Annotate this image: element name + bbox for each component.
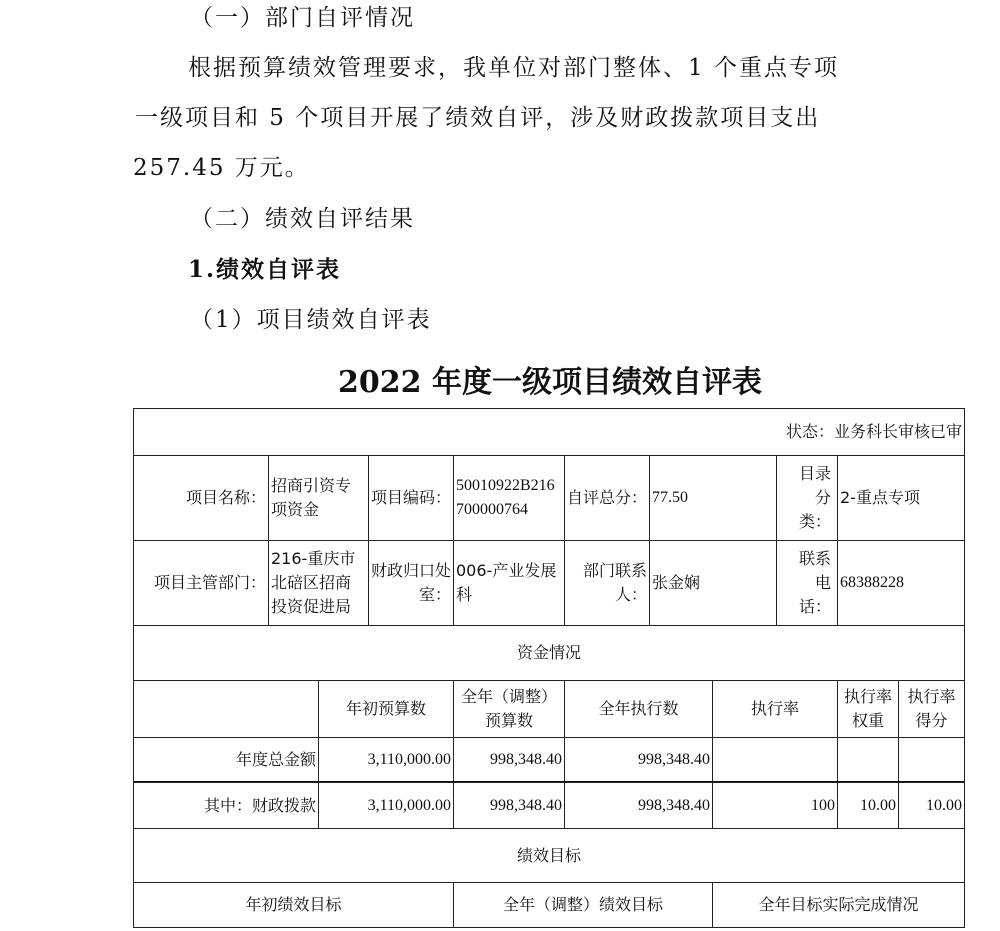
paragraph-line-1: 根据预算绩效管理要求，我单位对部门整体、1 个重点专项	[188, 55, 839, 81]
self-score-value: 77.50	[649, 455, 777, 541]
project-code-label: 项目编码：	[368, 455, 454, 541]
funds-header-score: 执行率得分	[898, 680, 965, 738]
table-row-total-executed: 998,348.40	[564, 737, 713, 783]
dept-label: 项目主管部门：	[133, 540, 269, 626]
table-row-fiscal-executed: 998,348.40	[564, 782, 713, 829]
table-row-fiscal-label: 其中：财政拨款	[133, 782, 319, 829]
self-evaluation-table	[133, 408, 965, 928]
table-row-fiscal-adjusted: 998,348.40	[453, 782, 565, 829]
section1-heading: （一）部门自评情况	[190, 5, 415, 31]
table-row-fiscal-initial: 3,110,000.00	[318, 782, 454, 829]
perf-header-adjusted: 全年（调整）绩效目标	[453, 882, 713, 928]
funds-header-executed: 全年执行数	[564, 680, 713, 738]
finance-office-label: 财政归口处室：	[368, 540, 454, 626]
perf-header-actual: 全年目标实际完成情况	[712, 882, 965, 928]
paragraph-line-2: 一级项目和 5 个项目开展了绩效自评，涉及财政拨款项目支出	[135, 105, 821, 131]
paragraph-line-3: 257.45 万元。	[133, 155, 310, 181]
table-row-total-initial: 3,110,000.00	[318, 737, 454, 783]
table-title: 2022 年度一级项目绩效自评表	[338, 365, 762, 400]
contact-value: 张金娴	[649, 540, 777, 626]
funds-header-blank	[133, 680, 319, 738]
contact-label: 部门联系人：	[564, 540, 650, 626]
table-row-total-rate	[712, 737, 838, 783]
sub-heading: 1.绩效自评表	[188, 256, 342, 283]
sub-sub-heading: （1）项目绩效自评表	[190, 307, 432, 333]
table-row-fiscal-score: 10.00	[898, 782, 965, 829]
self-score-label: 自评总分：	[564, 455, 650, 541]
table-row-total-adjusted: 998,348.40	[453, 737, 565, 783]
phone-label: 联系电话：	[776, 540, 838, 626]
table-row-total-label: 年度总金额	[133, 737, 319, 783]
status-cell	[133, 408, 965, 456]
perf-heading: 绩效目标	[133, 828, 965, 883]
funds-header-initial: 年初预算数	[318, 680, 454, 738]
project-name-value: 招商引资专项资金	[268, 455, 369, 541]
finance-office-value: 006-产业发展科	[453, 540, 565, 626]
project-code-value: 50010922B216700000764	[453, 455, 565, 541]
dept-value: 216-重庆市北碚区招商投资促进局	[268, 540, 369, 626]
catalog-label: 目录分类：	[776, 455, 838, 541]
table-row-total-weight	[837, 737, 899, 783]
perf-header-initial: 年初绩效目标	[133, 882, 454, 928]
table-row-fiscal-rate: 100	[712, 782, 838, 829]
table-row-total-score	[898, 737, 965, 783]
table-row-fiscal-weight: 10.00	[837, 782, 899, 829]
status-text: 状态：业务科长审核已审	[785, 422, 962, 441]
phone-value: 68388228	[837, 540, 965, 626]
funds-header-adjusted: 全年（调整）预算数	[453, 680, 565, 738]
section2-heading: （二）绩效自评结果	[190, 206, 415, 232]
funds-heading: 资金情况	[133, 625, 965, 681]
project-name-label: 项目名称：	[133, 455, 269, 541]
catalog-value: 2-重点专项	[837, 455, 965, 541]
funds-header-weight: 执行率权重	[837, 680, 899, 738]
funds-header-rate: 执行率	[712, 680, 838, 738]
